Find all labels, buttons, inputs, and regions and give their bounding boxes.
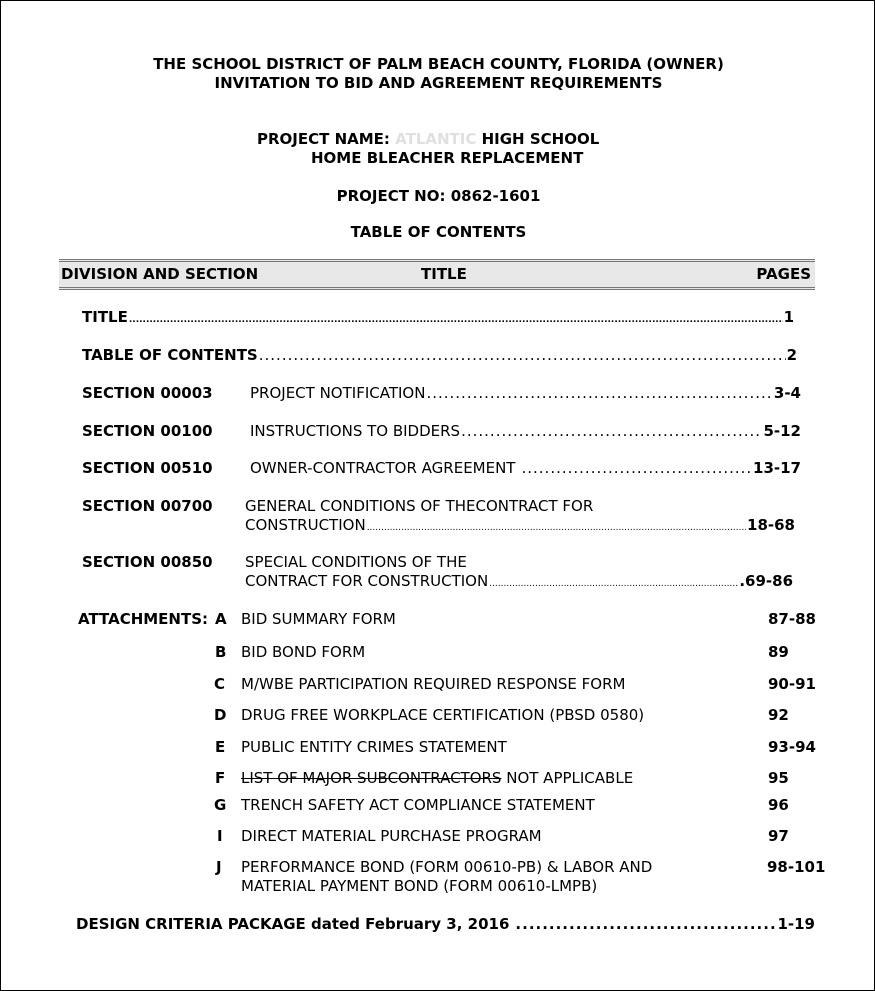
attachment-title-rest: NOT APPLICABLE xyxy=(501,769,634,787)
attachment-title: DRUG FREE WORKPLACE CERTIFICATION (PBSD 0580) xyxy=(241,706,645,724)
attachment-letter: E xyxy=(215,738,226,756)
attachment-letter: D xyxy=(214,706,227,724)
section-00850-title-1: SPECIAL CONDITIONS OF THE xyxy=(245,553,467,571)
attachment-pages: 89 xyxy=(768,643,789,661)
attachment-title-2: MATERIAL PAYMENT BOND (FORM 00610-LMPB) xyxy=(241,877,598,895)
project-name-line xyxy=(257,130,599,148)
toc-entry-toc xyxy=(82,346,797,364)
section-00003-number: SECTION 00003 xyxy=(82,384,213,402)
entry-title: CONSTRUCTION xyxy=(245,516,366,534)
attachment-title xyxy=(241,769,633,787)
dot-leader xyxy=(521,459,752,477)
project-number: PROJECT NO: 0862-1601 xyxy=(336,187,541,205)
attachment-pages: 90-91 xyxy=(768,675,816,693)
toc-entry-s00850 xyxy=(245,572,793,590)
entry-title: PROJECT NOTIFICATION xyxy=(250,384,426,402)
attachment-letter: J xyxy=(216,858,222,876)
attachments-label: ATTACHMENTS: xyxy=(78,610,209,628)
col-pages: PAGES xyxy=(756,265,811,283)
attachment-letter: F xyxy=(215,769,226,787)
attachment-letter: A xyxy=(215,610,227,628)
entry-title: CONTRACT FOR CONSTRUCTION xyxy=(245,572,489,590)
entry-pages: 5-12 xyxy=(763,422,801,440)
col-title: TITLE xyxy=(421,265,467,283)
entry-pages: 1 xyxy=(783,308,794,326)
attachment-title: PUBLIC ENTITY CRIMES STATEMENT xyxy=(241,738,507,756)
attachment-pages: 98-101 xyxy=(767,858,826,876)
entry-pages: 18-68 xyxy=(747,516,795,534)
dot-leader xyxy=(129,308,783,326)
entry-pages: 3-4 xyxy=(773,384,801,402)
dot-leader xyxy=(426,384,772,402)
entry-label: DESIGN CRITERIA PACKAGE dated February 3, 2016 xyxy=(76,915,510,933)
entry-pages: 1-19 xyxy=(777,915,815,933)
entry-title: INSTRUCTIONS TO BIDDERS xyxy=(250,422,461,440)
project-name-faded: ATLANTIC xyxy=(395,130,477,148)
section-00850-number: SECTION 00850 xyxy=(82,553,213,571)
dot-leader xyxy=(461,422,762,440)
attachment-pages: 87-88 xyxy=(768,610,816,628)
attachment-letter: B xyxy=(215,643,227,661)
attachment-pages: 92 xyxy=(768,706,789,724)
header-line-2: INVITATION TO BID AND AGREEMENT REQUIREMENTS xyxy=(214,74,663,92)
attachment-title: BID SUMMARY FORM xyxy=(241,610,396,628)
section-00100-number: SECTION 00100 xyxy=(82,422,213,440)
dot-leader xyxy=(259,346,786,364)
dot-leader xyxy=(489,572,738,590)
attachment-pages: 96 xyxy=(768,796,789,814)
entry-title: OWNER-CONTRACTOR AGREEMENT xyxy=(250,459,516,477)
header-line-1: THE SCHOOL DISTRICT OF PALM BEACH COUNTY, FLORIDA (OWNER) xyxy=(153,55,724,73)
attachment-letter: C xyxy=(214,675,226,693)
toc-column-header xyxy=(59,259,815,290)
attachment-title: DIRECT MATERIAL PURCHASE PROGRAM xyxy=(241,827,542,845)
entry-pages: 2 xyxy=(786,346,797,364)
attachment-title-struck: LIST OF MAJOR SUBCONTRACTORS xyxy=(241,769,502,787)
toc-entry-s00100 xyxy=(250,422,801,440)
dot-leader xyxy=(367,516,746,534)
dot-leader xyxy=(515,915,776,933)
attachment-letter: G xyxy=(214,796,227,814)
section-00700-number: SECTION 00700 xyxy=(82,497,213,515)
toc-entry-s00003 xyxy=(250,384,801,402)
project-label: PROJECT NAME: xyxy=(257,130,390,148)
entry-pages: .69-86 xyxy=(739,572,793,590)
section-00510-number: SECTION 00510 xyxy=(82,459,213,477)
toc-title: TABLE OF CONTENTS xyxy=(350,223,527,241)
attachment-pages: 95 xyxy=(768,769,789,787)
attachment-letter: I xyxy=(217,827,223,845)
section-00700-title-1: GENERAL CONDITIONS OF THECONTRACT FOR xyxy=(245,497,594,515)
project-name-part-1: HIGH SCHOOL xyxy=(481,130,600,148)
toc-entry-title xyxy=(82,308,794,326)
attachment-title-1: PERFORMANCE BOND (FORM 00610-PB) & LABOR AND xyxy=(241,858,653,876)
entry-label: TABLE OF CONTENTS xyxy=(82,346,258,364)
attachment-title: M/WBE PARTICIPATION REQUIRED RESPONSE FORM xyxy=(241,675,626,693)
entry-label: TITLE xyxy=(82,308,128,326)
attachment-pages: 97 xyxy=(768,827,789,845)
entry-pages: 13-17 xyxy=(753,459,801,477)
attachment-title: TRENCH SAFETY ACT COMPLIANCE STATEMENT xyxy=(241,796,595,814)
attachment-title: BID BOND FORM xyxy=(241,643,366,661)
toc-entry-design-criteria xyxy=(76,915,815,933)
toc-entry-s00510 xyxy=(250,459,801,477)
toc-entry-s00700 xyxy=(245,516,795,534)
attachment-pages: 93-94 xyxy=(768,738,816,756)
project-name-part-2: HOME BLEACHER REPLACEMENT xyxy=(311,149,584,167)
col-division-section: DIVISION AND SECTION xyxy=(61,265,259,283)
